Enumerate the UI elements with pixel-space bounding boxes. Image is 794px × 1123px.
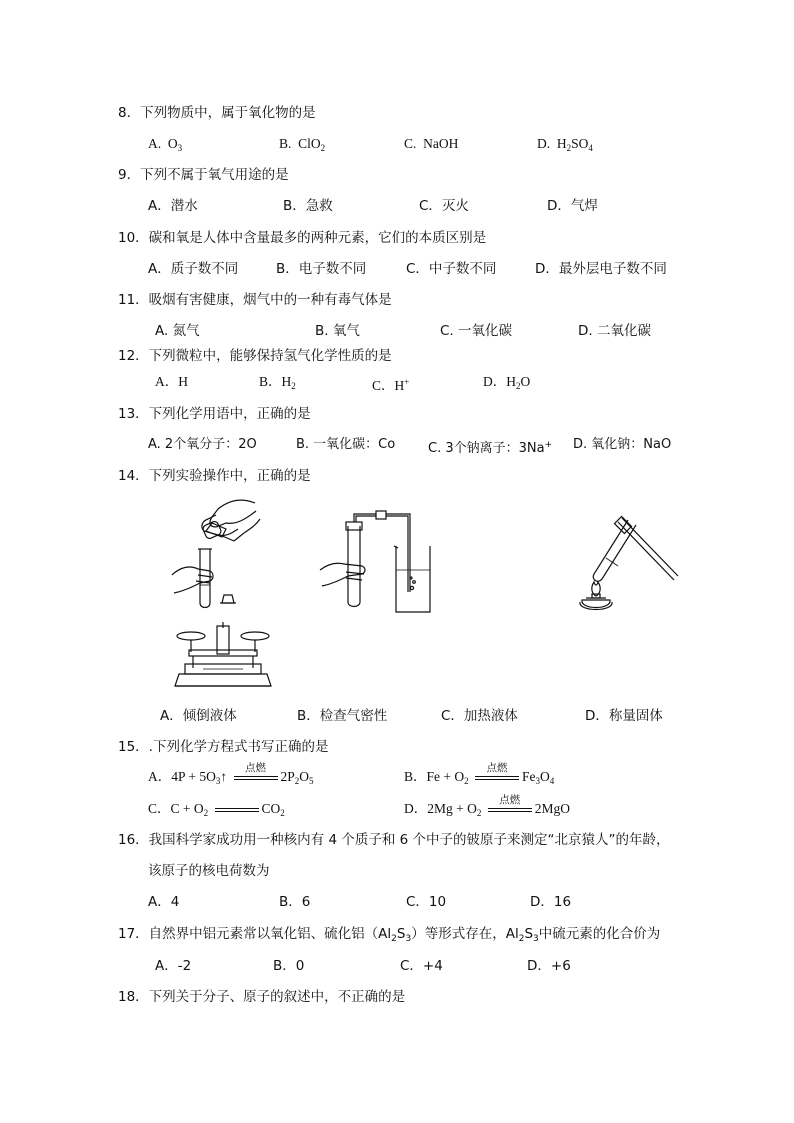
q15-option-d[interactable] — [404, 793, 571, 822]
q8-c-formula: NaOH — [423, 136, 459, 151]
q13-stem: 13．下列化学用语中，正确的是 — [118, 406, 311, 422]
q16-option-a[interactable]: A．4 — [148, 894, 180, 910]
q17-mid2: ）等形式存在，Al — [411, 926, 519, 942]
q15-a-rhs-mid: O — [299, 769, 310, 784]
q8-a-label: A. — [148, 136, 162, 151]
q9-option-a[interactable]: A．潜水 — [148, 198, 198, 214]
q16-option-b[interactable]: B．6 — [279, 894, 311, 910]
q12-option-a[interactable]: A．H — [155, 374, 188, 389]
q15-b-condition-sign — [475, 761, 519, 787]
q15-option-a[interactable] — [148, 761, 314, 790]
q15-d-lhs: 2Mg + O — [427, 801, 477, 816]
q8-c-label: C. — [404, 136, 417, 151]
q15-option-c[interactable] — [148, 800, 285, 822]
q12-c-text: C．H — [372, 378, 405, 393]
q14-option-c[interactable]: C．加热液体 — [441, 708, 518, 724]
q8-option-c[interactable] — [404, 135, 458, 153]
q15-a-up-arrow: ↑ — [220, 769, 228, 784]
q15-b-label: B． — [404, 769, 427, 784]
q12-c-sup: + — [404, 377, 410, 387]
q17-option-a[interactable]: A．-2 — [155, 958, 192, 974]
q9-option-d[interactable]: D．气焊 — [547, 198, 598, 214]
figure-weighing-balance — [173, 620, 273, 695]
q15-b-rhs-mid: O — [540, 769, 550, 784]
q12-d-text-post: O — [520, 374, 531, 389]
q15-b-lhs-sub: 2 — [464, 776, 469, 786]
q15-d-rhs: 2MgO — [534, 801, 571, 816]
q17-option-d[interactable]: D．+6 — [527, 958, 571, 974]
q15-c-rhs-sub: 2 — [280, 808, 285, 818]
q15-c-lhs: C + O — [170, 801, 204, 816]
q8-b-formula: ClO — [298, 136, 321, 151]
q13-option-b[interactable]: B. 一氧化碳：Co — [296, 437, 396, 452]
q12-d-sub: 2 — [516, 381, 521, 391]
q8-option-b[interactable] — [279, 135, 325, 157]
q12-option-d[interactable] — [483, 373, 530, 395]
q8-option-d[interactable] — [537, 135, 593, 157]
q17-stem-pre: 17．自然界中铝元素常以氧化铝、硫化铝（Al — [118, 926, 392, 942]
q17-mid1: S — [396, 926, 406, 942]
q15-b-rhs-sub1: 3 — [535, 776, 541, 786]
q15-b-condition: 点燃 — [486, 761, 508, 774]
q13-option-d[interactable]: D. 氧化钠：NaO — [573, 437, 672, 452]
q8-d-sub1: 2 — [566, 143, 572, 153]
q8-d-formula-mid: SO — [571, 136, 589, 151]
q8-d-formula: H — [556, 136, 567, 151]
q11-option-c[interactable]: C. 一氧化碳 — [440, 323, 513, 339]
q16-option-c[interactable]: C．10 — [406, 894, 447, 910]
q8-d-label: D. — [537, 136, 551, 151]
figure-heating-liquid — [572, 510, 682, 620]
q15-a-rhs-sub1: 2 — [294, 776, 300, 786]
q17-sub3: 2 — [518, 934, 525, 944]
q8-a-formula: O — [167, 136, 178, 151]
q8-a-sub: 3 — [177, 143, 183, 153]
q15-c-rhs: CO — [261, 801, 281, 816]
q15-b-rhs-sub2: 4 — [549, 776, 555, 786]
q15-d-label: D． — [404, 801, 428, 816]
q15-d-condition: 点燃 — [499, 793, 521, 806]
q15-c-lhs-sub: 2 — [203, 808, 209, 818]
q8-option-a[interactable] — [148, 135, 182, 157]
q10-option-d[interactable]: D．最外层电子数不同 — [535, 261, 667, 277]
q16-stem-line2: 该原子的核电荷数为 — [148, 863, 270, 879]
q8-b-label: B. — [279, 136, 292, 151]
q15-b-rhs: Fe — [522, 769, 536, 784]
q17-stem-post: 中硫元素的化合价为 — [538, 926, 661, 942]
q15-a-rhs: 2P — [280, 769, 295, 784]
q8-d-sub2: 4 — [588, 143, 593, 153]
q12-b-sub: 2 — [291, 381, 296, 391]
q15-option-b[interactable] — [404, 761, 555, 790]
q10-option-b[interactable]: B．电子数不同 — [276, 261, 367, 277]
q15-a-condition: 点燃 — [245, 761, 266, 774]
q17-sub4: 3 — [533, 934, 539, 944]
q15-a-label: A． — [148, 769, 172, 784]
q17-sub1: 2 — [391, 934, 397, 944]
q9-stem: 9．下列不属于氧气用途的是 — [118, 167, 289, 183]
q15-c-equals-sign — [215, 801, 259, 819]
q15-c-label: C． — [148, 801, 171, 816]
q17-option-c[interactable]: C．+4 — [400, 958, 443, 974]
q17-option-b[interactable]: B．0 — [273, 958, 305, 974]
q12-b-text: B．H — [259, 374, 292, 389]
q15-a-lhs: 4P + 5O — [171, 769, 216, 784]
figure-pouring-liquid — [160, 495, 270, 615]
q10-option-c[interactable]: C．中子数不同 — [406, 261, 497, 277]
q12-stem: 12．下列微粒中，能够保持氢气化学性质的是 — [118, 348, 392, 364]
q18-stem: 18．下列关于分子、原子的叙述中，不正确的是 — [118, 989, 406, 1005]
q12-option-b[interactable] — [259, 373, 296, 395]
q15-a-condition-sign — [234, 761, 278, 787]
q13-c-text: C. 3个钠离子：3Na — [428, 441, 545, 456]
q15-stem: 15．.下列化学方程式书写正确的是 — [118, 739, 329, 755]
q14-stem: 14．下列实验操作中，正确的是 — [118, 468, 311, 484]
q8-b-sub: 2 — [320, 143, 326, 153]
q16-stem-line1: 16．我国科学家成功用一种核内有 4 个质子和 6 个中子的铍原子来测定“北京猿人”的年龄， — [118, 832, 670, 848]
q15-d-lhs-sub: 2 — [476, 808, 482, 818]
q10-option-a[interactable]: A．质子数不同 — [148, 261, 239, 277]
q15-b-lhs: Fe + O — [426, 769, 465, 784]
q12-option-c[interactable] — [372, 373, 409, 395]
q14-option-d[interactable]: D．称量固体 — [585, 708, 663, 724]
q11-stem: 11．吸烟有害健康，烟气中的一种有毒气体是 — [118, 292, 392, 308]
q17-sub2: 3 — [405, 934, 412, 944]
q11-option-b[interactable]: B. 氧气 — [315, 323, 360, 339]
q11-option-d[interactable]: D. 二氧化碳 — [578, 323, 651, 339]
q17-mid3: S — [524, 926, 534, 942]
q14-option-b[interactable]: B．检查气密性 — [297, 708, 388, 724]
q8-stem: 8．下列物质中，属于氧化物的是 — [118, 105, 316, 121]
q13-option-a[interactable]: A. 2个氧分子：2O — [148, 437, 257, 452]
q13-option-c[interactable] — [428, 436, 552, 458]
q9-option-b[interactable]: B．急救 — [283, 198, 333, 214]
q17-stem — [118, 925, 660, 948]
q9-option-c[interactable]: C．灭火 — [419, 198, 469, 214]
q13-c-sup: + — [544, 440, 553, 450]
q14-option-a[interactable]: A．倾倒液体 — [160, 708, 237, 724]
q15-d-condition-sign — [488, 793, 532, 819]
q15-a-lhs-sub: 3 — [215, 776, 221, 786]
q11-option-a[interactable]: A. 氮气 — [155, 323, 200, 339]
q10-stem: 10．碳和氧是人体中含量最多的两种元素，它们的本质区别是 — [118, 230, 487, 246]
figure-airtightness-check — [318, 508, 438, 618]
q16-option-d[interactable]: D．16 — [530, 894, 572, 910]
q12-d-text: D．H — [483, 374, 516, 389]
q15-a-rhs-sub2: 5 — [309, 776, 314, 786]
